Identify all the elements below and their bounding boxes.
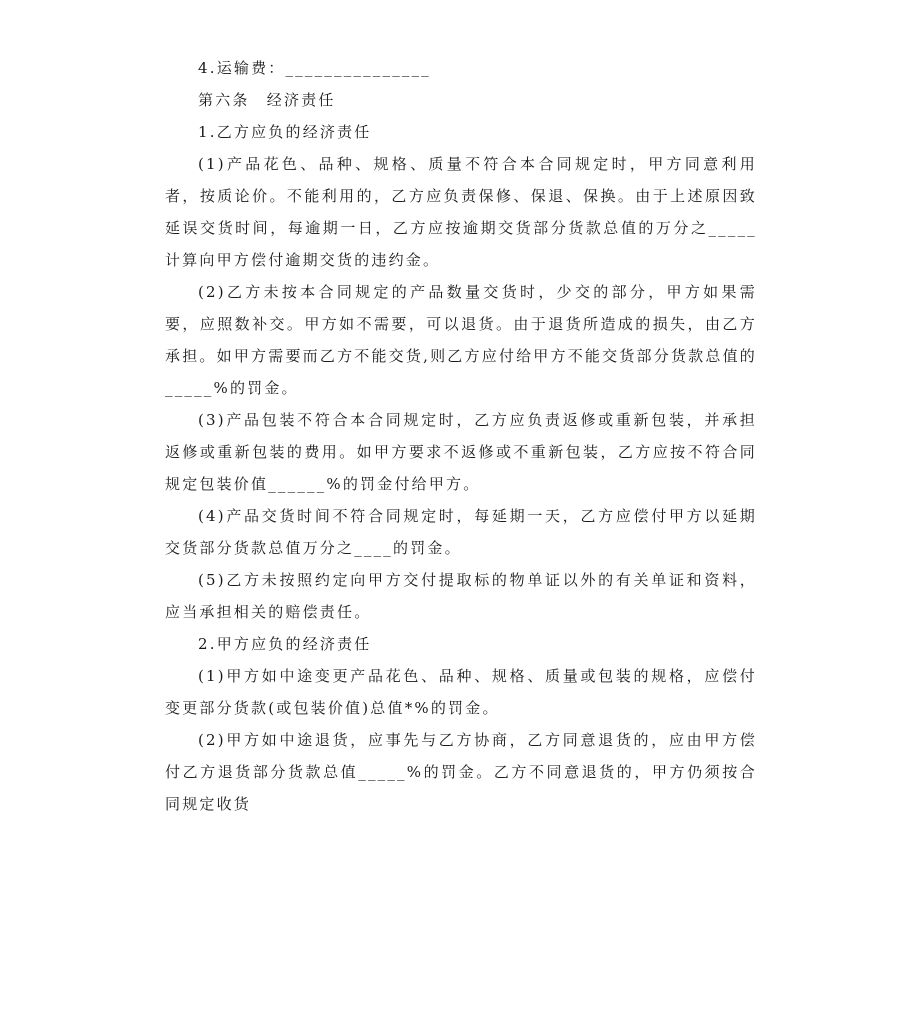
party-a-liability-heading: 2.甲方应负的经济责任 [198, 635, 372, 653]
party-a-clause-1: (1)甲方如中途变更产品花色、品种、规格、质量或包装的规格，应偿付变更部分货款(或包装价值)总值*%的罚金。 [165, 667, 757, 717]
item-transport-fee: 4.运输费：_______________ [198, 59, 432, 77]
party-b-clause-3: (3)产品包装不符合本合同规定时，乙方应负责返修或重新包装，并承担返修或重新包装的费用。如甲方要求不返修或不重新包装，乙方应按不符合同规定包装价值______%的罚金付给甲方。 [165, 411, 757, 493]
article-six-heading: 第六条 经济责任 [198, 91, 336, 109]
party-b-clause-1: (1)产品花色、品种、规格、质量不符合本合同规定时，甲方同意利用者，按质论价。不能利用的，乙方应负责保修、保退、保换。由于上述原因致延误交货时间，每逾期一日，乙方应按逾期交货部分货款总值的万分之_____计算向甲方偿付逾期交货的违约金。 [165, 155, 757, 269]
document-page [165, 52, 757, 820]
party-b-liability-heading: 1.乙方应负的经济责任 [198, 123, 372, 141]
party-b-clause-4: (4)产品交货时间不符合同规定时，每延期一天，乙方应偿付甲方以延期交货部分货款总值万分之____的罚金。 [165, 507, 757, 557]
party-b-clause-5: (5)乙方未按照约定向甲方交付提取标的物单证以外的有关单证和资料，应当承担相关的赔偿责任。 [165, 571, 757, 621]
party-a-clause-2: (2)甲方如中途退货，应事先与乙方协商，乙方同意退货的，应由甲方偿付乙方退货部分货款总值_____%的罚金。乙方不同意退货的，甲方仍须按合同规定收货 [165, 731, 757, 813]
party-b-clause-2: (2)乙方未按本合同规定的产品数量交货时，少交的部分，甲方如果需要，应照数补交。甲方如不需要，可以退货。由于退货所造成的损失，由乙方承担。如甲方需要而乙方不能交货,则乙方应付给甲方不能交货部分货款总值的_____%的罚金。 [165, 283, 757, 397]
